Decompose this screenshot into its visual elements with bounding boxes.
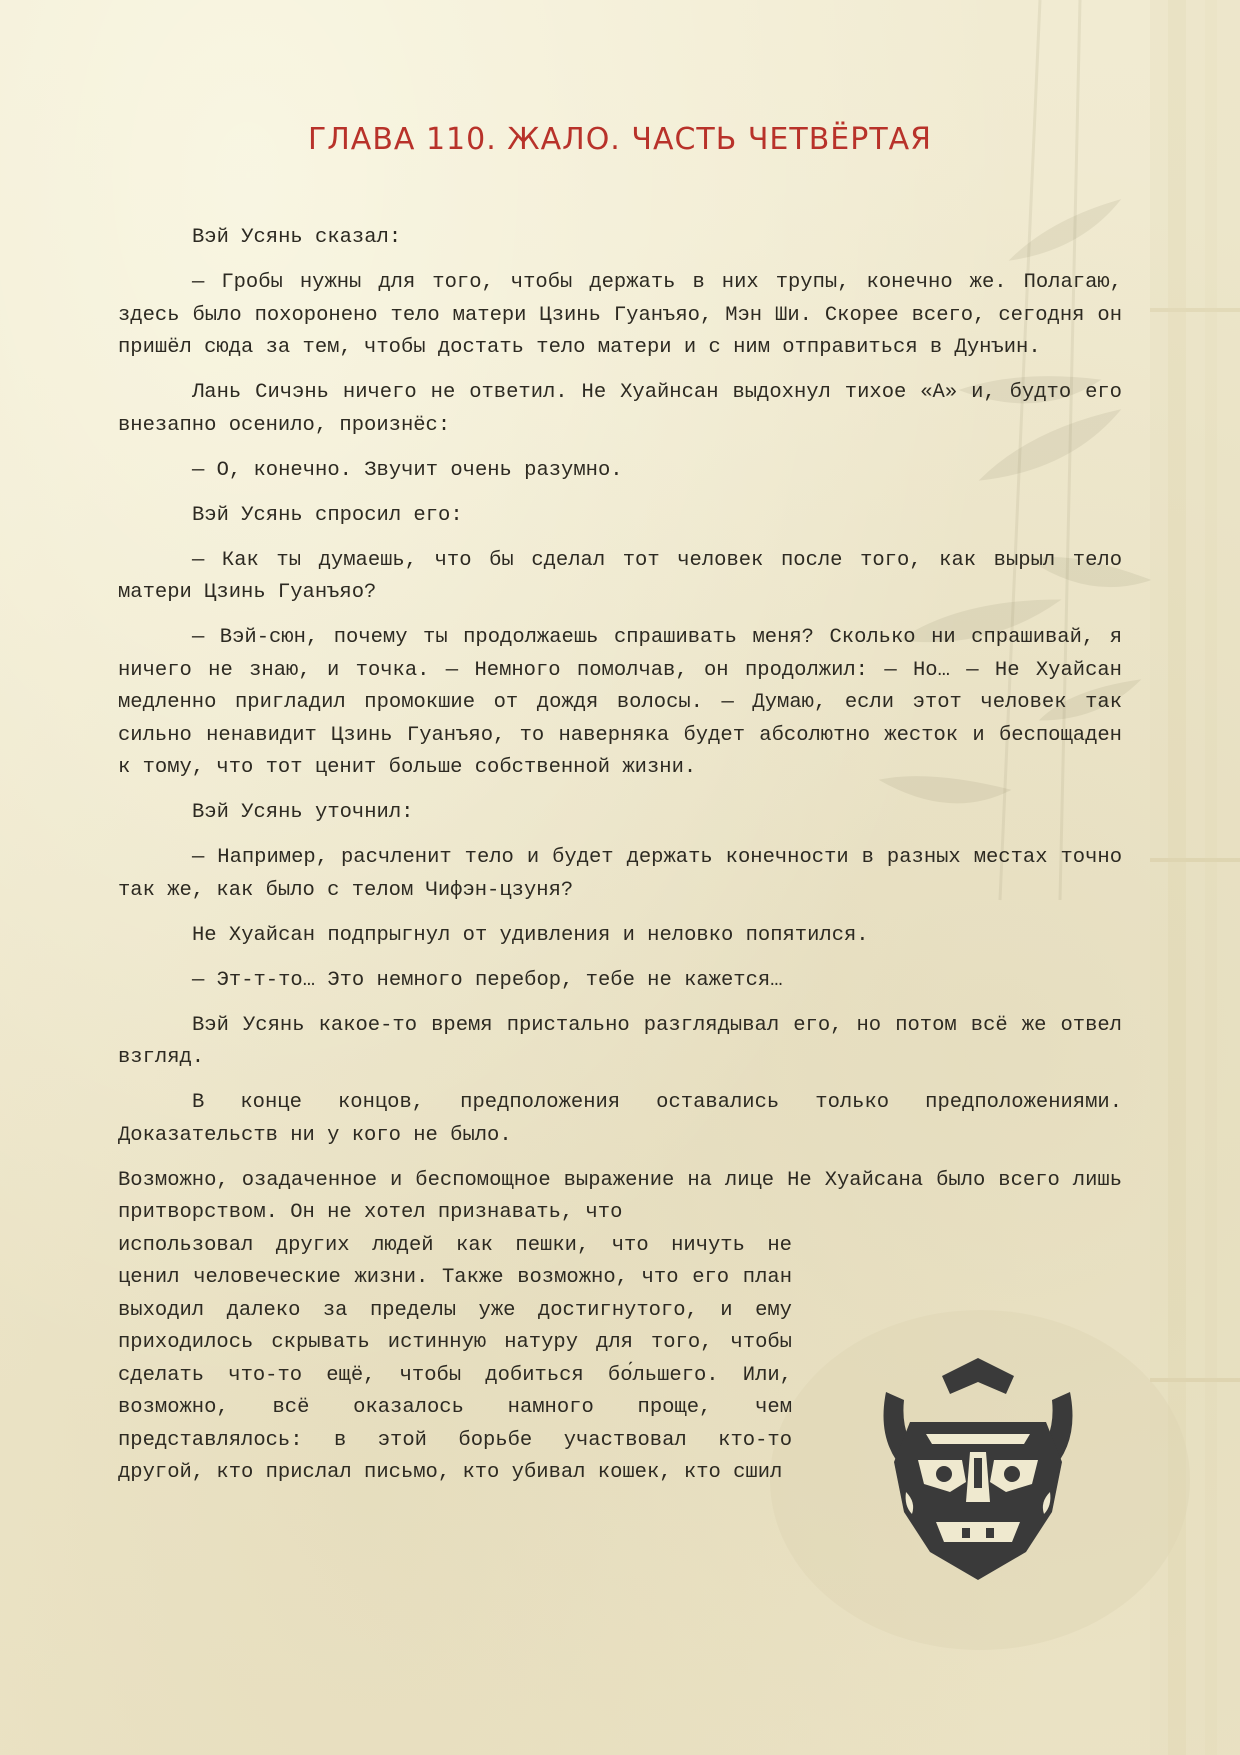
paragraph: — Вэй-сюн, почему ты продолжаешь спрашивать меня? Сколько ни спрашивай, я ничего не знаю, и точка. — Немного помолчав, он продолжил: — Но… — Не Хуайсан медленно пригладил промокшие от дождя волосы. — Думаю, если этот человек так сильно ненавидит Цзинь Гуанъяо, то наверняка будет абсолютно жесток и беспощаден к тому, что тот ценит больше собственной жизни.: [118, 626, 1122, 779]
chapter-title: ГЛАВА 110. ЖАЛО. ЧАСТЬ ЧЕТВЁРТАЯ: [307, 122, 933, 157]
paragraph-last-wide: Возможно, озадаченное и беспомощное выражение на лице Не Хуайсана было всего лишь притворством. Он не хотел признавать, что: [118, 1168, 1122, 1224]
chapter-text: [118, 222, 1122, 1490]
paragraph: Вэй Усянь спросил его:: [192, 503, 463, 527]
paragraph: Вэй Усянь какое-то время пристально разглядывал его, но потом всё же отвел взгляд.: [118, 1013, 1122, 1069]
paragraph-last-narrow: использовал других людей как пешки, что ничуть не ценил человеческие жизни. Также возможно, что его план выходил далеко за пределы уже достигнутого, и ему приходилось скрывать истинную натуру для того, чтобы сделать что-то ещё, чтобы добиться бо́льшего. Или, возможно, всё оказалось намного проще, чем представлялось: в этой борьбе участвовал кто-то другой, кто прислал письмо, кто убивал кошек, кто сшил: [118, 1233, 792, 1484]
paragraph: Лань Сичэнь ничего не ответил. Не Хуайнсан выдохнул тихое «А» и, будто его внезапно осенило, произнёс:: [118, 381, 1122, 437]
paragraph: В конце концов, предположения оставались только предположениями. Доказательств ни у кого не было.: [118, 1091, 1122, 1147]
paragraph: Вэй Усянь уточнил:: [192, 801, 414, 824]
paragraph: — Эт-т-то… Это немного перебор, тебе не кажется…: [192, 968, 783, 992]
paragraph: Не Хуайсан подпрыгнул от удивления и неловко попятился.: [192, 923, 869, 947]
paragraph: Вэй Усянь сказал:: [192, 226, 402, 249]
paragraph: — Например, расчленит тело и будет держать конечности в разных местах точно так же, как было с телом Чифэн-цзуня?: [118, 846, 1122, 902]
taotie-mask-seal-icon: [866, 1352, 1090, 1586]
paragraph: — О, конечно. Звучит очень разумно.: [192, 458, 623, 482]
paragraph: — Гробы нужны для того, чтобы держать в них трупы, конечно же. Полагаю, здесь было похоронено тело матери Цзинь Гуанъяо, Мэн Ши. Скорее всего, сегодня он пришёл сюда за тем, чтобы достать тело матери и с ним отправиться в Дунъин.: [118, 271, 1122, 359]
paragraph: — Как ты думаешь, что бы сделал тот человек после того, как вырыл тело матери Цзинь Гуанъяо?: [118, 548, 1122, 604]
